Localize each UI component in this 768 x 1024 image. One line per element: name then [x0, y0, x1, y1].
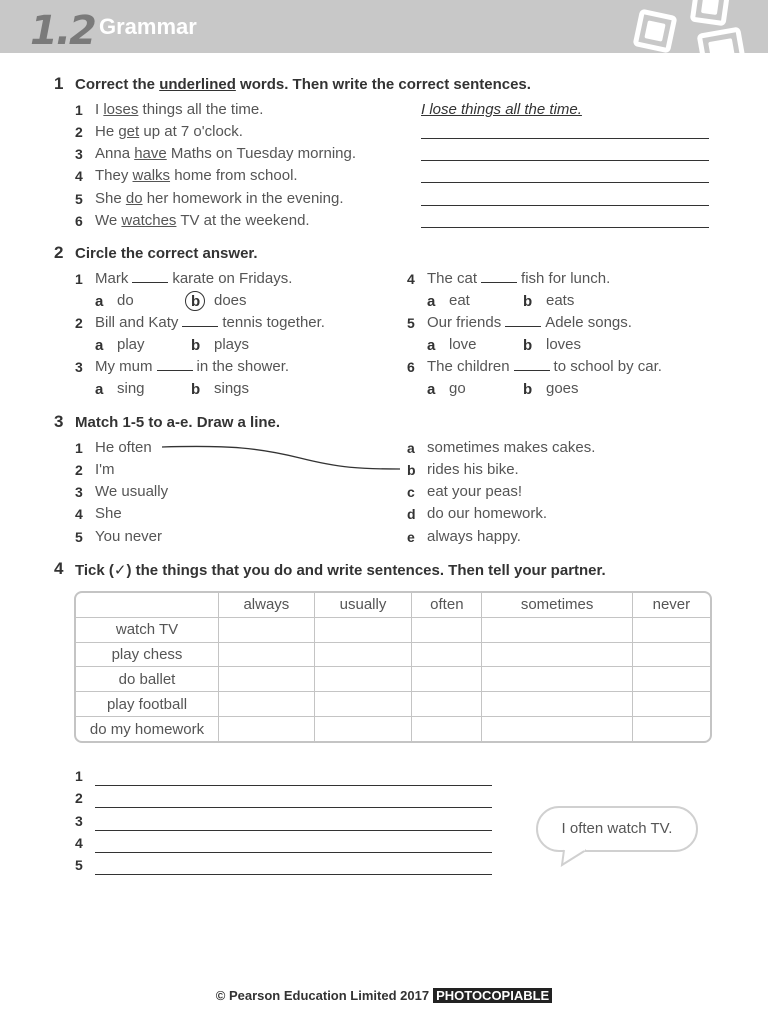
item-number: 6: [407, 359, 415, 375]
line-number: 5: [75, 857, 83, 873]
sentence-start: The children: [427, 358, 510, 375]
frequency-table: [74, 591, 712, 743]
match-right[interactable]: always happy.: [427, 528, 521, 545]
writing-line[interactable]: [95, 874, 492, 875]
match-left[interactable]: She: [95, 505, 122, 522]
sentence-end: things all the time.: [138, 101, 264, 118]
item-number: 4: [75, 168, 83, 184]
tick-cell[interactable]: [412, 642, 482, 667]
tick-cell[interactable]: [412, 717, 482, 741]
item-number: 2: [75, 124, 83, 140]
option-text[interactable]: plays: [214, 336, 250, 353]
photocopiable-badge: PHOTOCOPIABLE: [433, 988, 552, 1003]
speech-bubble: I often watch TV.: [536, 806, 698, 852]
line-number: 2: [75, 790, 83, 806]
sentence-start: They: [95, 167, 133, 184]
sentence-start: We: [95, 212, 122, 229]
tick-cell[interactable]: [482, 642, 632, 667]
sentence-start: He: [95, 123, 119, 140]
item-number: 4: [75, 506, 83, 522]
item-number: 3: [75, 359, 83, 375]
option-letter[interactable]: b: [191, 381, 201, 398]
option-text[interactable]: do: [117, 292, 134, 309]
row-header: do my homework: [76, 717, 219, 741]
item-number: 2: [75, 462, 83, 478]
tick-cell[interactable]: [219, 717, 315, 741]
item-number: 3: [75, 146, 83, 162]
option-text[interactable]: sing: [117, 380, 145, 397]
tick-cell[interactable]: [412, 617, 482, 642]
match-right[interactable]: sometimes makes cakes.: [427, 439, 596, 456]
option-text[interactable]: eat: [449, 292, 470, 309]
exercise-1-instruction: Correct the underlined words. Then write the correct sentences.: [75, 76, 531, 93]
tick-cell[interactable]: [632, 667, 710, 692]
option-letter[interactable]: b: [523, 293, 533, 310]
sentence-end: Adele songs.: [545, 314, 632, 331]
column-header: always: [219, 593, 315, 617]
option-letter[interactable]: a: [95, 381, 104, 398]
item-number: 6: [75, 213, 83, 229]
exercise-2-instruction: Circle the correct answer.: [75, 245, 258, 262]
speech-bubble-tail: [560, 849, 590, 869]
line-number: 1: [75, 768, 83, 784]
tick-cell[interactable]: [482, 617, 632, 642]
match-left[interactable]: I'm: [95, 461, 115, 478]
option-text[interactable]: loves: [546, 336, 582, 353]
tick-cell[interactable]: [219, 692, 315, 717]
exercise-1-number: 1: [54, 74, 64, 93]
tick-cell[interactable]: [314, 667, 411, 692]
option-text[interactable]: play: [117, 336, 145, 353]
tick-cell[interactable]: [482, 717, 632, 741]
exercise-4-instruction: Tick (✓) the things that you do and write sentences. Then tell your partner.: [75, 562, 606, 579]
option-letter[interactable]: a: [427, 293, 436, 310]
sentence-end: karate on Fridays.: [172, 270, 293, 287]
column-header: never: [632, 593, 710, 617]
underlined-word: loses: [103, 101, 139, 118]
model-answer: I lose things all the time.: [421, 101, 582, 118]
underlined-word: do: [125, 190, 143, 207]
tick-cell[interactable]: [314, 692, 411, 717]
tick-cell[interactable]: [219, 617, 315, 642]
exercise-4-number: 4: [54, 559, 64, 578]
tick-cell[interactable]: [412, 692, 482, 717]
option-letter[interactable]: a: [427, 381, 436, 398]
unit-number: 1.2: [30, 8, 95, 53]
sentence-start: She: [95, 190, 126, 207]
option-letter[interactable]: b: [191, 337, 201, 354]
match-left[interactable]: He often: [95, 439, 152, 456]
option-letter[interactable]: b: [523, 381, 533, 398]
item-number: 1: [75, 271, 83, 287]
sentence-end: TV at the weekend.: [176, 212, 310, 229]
underlined-word: watches: [121, 212, 177, 229]
column-header: usually: [314, 593, 411, 617]
exercise-3-instruction: Match 1-5 to a-e. Draw a line.: [75, 414, 281, 431]
exercise-3-number: 3: [54, 412, 64, 431]
item-number: 1: [75, 102, 83, 118]
item-letter: d: [407, 506, 416, 522]
writing-line[interactable]: [95, 852, 492, 853]
sentence-start: My mum: [95, 358, 153, 375]
item-number: 5: [75, 191, 83, 207]
option-text[interactable]: go: [449, 380, 466, 397]
tick-cell[interactable]: [632, 642, 710, 667]
option-letter[interactable]: a: [95, 337, 104, 354]
unit-title: Grammar: [99, 14, 197, 39]
item-letter: a: [407, 440, 415, 456]
writing-line[interactable]: [95, 830, 492, 831]
sentence-start: Our friends: [427, 314, 502, 331]
option-letter[interactable]: a: [95, 293, 104, 310]
option-letter[interactable]: b: [523, 337, 533, 354]
option-letter[interactable]: b: [191, 293, 201, 310]
sentence-start: The cat: [427, 270, 478, 287]
sentence-end: Maths on Tuesday morning.: [166, 145, 356, 162]
sentence-end: fish for lunch.: [521, 270, 611, 287]
tick-cell[interactable]: [314, 617, 411, 642]
match-right[interactable]: do our homework.: [427, 505, 548, 522]
underlined-word: have: [134, 145, 167, 162]
sentence-end: in the shower.: [196, 358, 290, 375]
item-letter: b: [407, 462, 416, 478]
line-number: 4: [75, 835, 83, 851]
column-header: sometimes: [482, 593, 632, 617]
footer: [0, 988, 768, 1003]
tick-cell[interactable]: [412, 667, 482, 692]
sentence-end: to school by car.: [553, 358, 662, 375]
item-letter: e: [407, 529, 415, 545]
item-number: 3: [75, 484, 83, 500]
exercise-2-number: 2: [54, 243, 64, 262]
match-left[interactable]: You never: [95, 528, 163, 545]
item-letter: c: [407, 484, 415, 500]
tick-cell[interactable]: [314, 642, 411, 667]
item-number: 5: [75, 529, 83, 545]
tick-cell[interactable]: [314, 717, 411, 741]
column-header: often: [412, 593, 482, 617]
tick-cell[interactable]: [632, 617, 710, 642]
row-header: watch TV: [76, 617, 219, 642]
tick-cell[interactable]: [219, 667, 315, 692]
copyright: © Pearson Education Limited 2017: [215, 988, 430, 1003]
sentence-end: her homework in the evening.: [142, 190, 344, 207]
tick-cell[interactable]: [482, 692, 632, 717]
option-text[interactable]: sings: [214, 380, 250, 397]
match-right[interactable]: eat your peas!: [427, 483, 523, 500]
match-right[interactable]: rides his bike.: [427, 461, 519, 478]
option-text[interactable]: eats: [546, 292, 575, 309]
sentence-end: home from school.: [170, 167, 298, 184]
writing-line[interactable]: [95, 785, 492, 786]
row-header: play football: [76, 692, 219, 717]
option-text[interactable]: love: [449, 336, 477, 353]
underlined-word: get: [118, 123, 140, 140]
option-text[interactable]: does: [214, 292, 247, 309]
row-header: do ballet: [76, 667, 219, 692]
item-number: 4: [407, 271, 415, 287]
writing-line[interactable]: [95, 807, 492, 808]
option-text[interactable]: goes: [546, 380, 579, 397]
line-number: 3: [75, 813, 83, 829]
sentence-start: I: [95, 101, 104, 118]
row-header: play chess: [76, 642, 219, 667]
sentence-start: Anna: [95, 145, 135, 162]
option-letter[interactable]: a: [427, 337, 436, 354]
sentence-end: tennis together.: [222, 314, 325, 331]
item-number: 5: [407, 315, 415, 331]
tick-cell[interactable]: [632, 692, 710, 717]
match-left[interactable]: We usually: [95, 483, 169, 500]
underlined-word: walks: [132, 167, 171, 184]
tick-cell[interactable]: [219, 642, 315, 667]
tick-cell[interactable]: [482, 667, 632, 692]
sentence-start: Bill and Katy: [95, 314, 179, 331]
table-corner: [76, 593, 219, 617]
sentence-start: Mark: [95, 270, 129, 287]
item-number: 1: [75, 440, 83, 456]
item-number: 2: [75, 315, 83, 331]
tick-cell[interactable]: [632, 717, 710, 741]
sentence-end: up at 7 o'clock.: [139, 123, 243, 140]
